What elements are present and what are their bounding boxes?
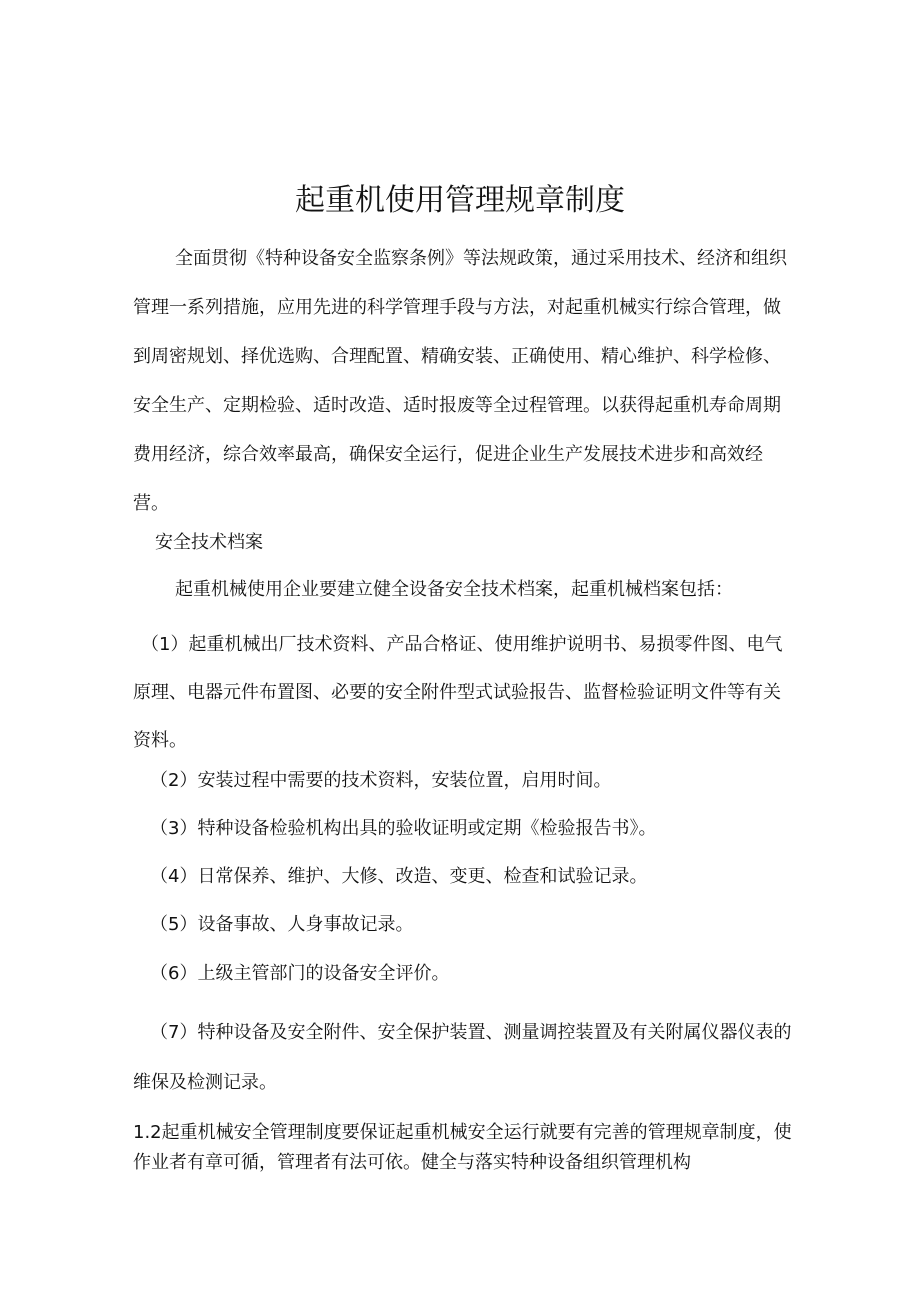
list-item: （6）上级主管部门的设备安全评价。 <box>150 963 450 984</box>
list-item: （4）日常保养、维护、大修、改造、变更、检查和试验记录。 <box>150 866 648 887</box>
list-item: （5）设备事故、人身事故记录。 <box>150 914 414 935</box>
list-item: （3）特种设备检验机构出具的验收证明或定期《检验报告书》。 <box>150 818 657 839</box>
list-item: （7）特种设备及安全附件、安全保护装置、测量调控装置及有关附属仪器仪表的维保及检测记录。 <box>133 1022 792 1093</box>
archive-intro: 起重机械使用企业要建立健全设备安全技术档案，起重机械档案包括： <box>175 579 733 600</box>
intro-paragraph: 全面贯彻《特种设备安全监察条例》等法规政策，通过采用技术、经济和组织管理一系列措施，应用先进的科学管理手段与方法，对起重机械实行综合管理，做到周密规划、择优选购、合理配置、精确安装、正确使用、精心维护、科学检修、安全生产、定期检验、适时改造、适时报废等全过程管理。以获得起重机寿命周期费用经济，综合效率最高，确保安全运行，促进企业生产发展技术进步和高效经营。 <box>133 248 787 514</box>
section-heading: 安全技术档案 <box>155 532 263 553</box>
list-item: （2）安装过程中需要的技术资料，安装位置，启用时间。 <box>150 770 612 791</box>
list-item: （1）起重机械出厂技术资料、产品合格证、使用维护说明书、易损零件图、电气原理、电器元件布置图、必要的安全附件型式试验报告、监督检验证明文件等有关资料。 <box>133 634 783 751</box>
document-title: 起重机使用管理规章制度 <box>295 183 625 218</box>
subsection-paragraph: 1.2起重机械安全管理制度要保证起重机械安全运行就要有完善的管理规章制度，使作业者有章可循，管理者有法可依。健全与落实特种设备组织管理机构 <box>133 1122 792 1173</box>
